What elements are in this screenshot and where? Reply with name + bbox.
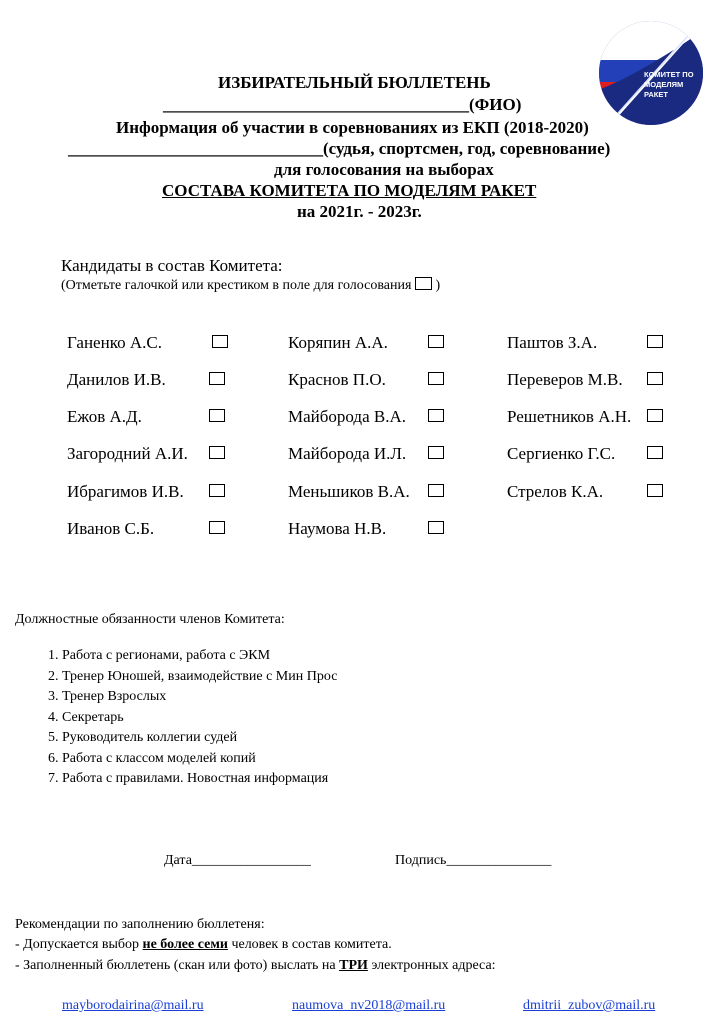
candidate-name: Майборода И.Л. [288, 444, 407, 463]
candidate-name: Меньшиков В.А. [288, 482, 410, 501]
candidate-name: Ежов А.Д. [67, 407, 142, 426]
candidate-name: Майборода В.А. [288, 407, 406, 426]
candidate-name: Иванов С.Б. [67, 519, 155, 538]
candidate-name: Коряпин А.А. [288, 333, 388, 352]
logo-text: КОМИТЕТ ПО МОДЕЛЯМ РАКЕТ [644, 70, 694, 99]
rec2-emphasis: ТРИ [339, 958, 368, 973]
candidate-name: Краснов П.О. [288, 370, 386, 389]
vote-checkbox[interactable] [428, 335, 444, 348]
candidate-name: Сергиенко Г.С. [507, 444, 616, 463]
vote-checkbox[interactable] [209, 372, 225, 385]
instruction-prefix: (Отметьте галочкой или крестиком в поле для голосования [61, 278, 412, 293]
candidate-name: Наумова Н.В. [288, 519, 387, 538]
vote-checkbox[interactable] [428, 372, 444, 385]
vote-checkbox[interactable] [647, 446, 663, 459]
candidate-name: Решетников А.Н. [507, 407, 632, 426]
rec1-emphasis: не более семи [142, 937, 228, 952]
committee-line: СОСТАВА КОМИТЕТА ПО МОДЕЛЯМ РАКЕТ [162, 181, 537, 200]
vote-checkbox[interactable] [647, 372, 663, 385]
fio-line: ____________________________________(ФИО) [163, 95, 522, 114]
vote-checkbox[interactable] [428, 521, 444, 534]
duty-item: 7. Работа с правилами. Новостная информация [62, 769, 662, 790]
instruction-suffix: ) [435, 278, 441, 293]
recommendation-line-2 [15, 958, 496, 974]
candidate-name: Переверов М.В. [507, 370, 623, 389]
rec1-prefix: - Допускается выбор [15, 937, 143, 952]
vote-checkbox[interactable] [647, 484, 663, 497]
purpose-line: для голосования на выборах [274, 160, 494, 179]
vote-checkbox[interactable] [209, 446, 225, 459]
rec1-suffix: человек в состав комитета. [227, 937, 392, 952]
vote-checkbox[interactable] [428, 484, 444, 497]
candidates-instruction [61, 277, 440, 294]
vote-checkbox[interactable] [209, 521, 225, 534]
committee-logo [598, 20, 704, 126]
rec2-prefix: - Заполненный бюллетень (скан или фото) выслать на [15, 958, 340, 973]
vote-checkbox[interactable] [209, 409, 225, 422]
duties-list [15, 646, 662, 790]
candidate-name: Ганенко А.С. [67, 333, 162, 352]
rec2-suffix: электронных адреса: [367, 958, 496, 973]
vote-checkbox[interactable] [209, 484, 225, 497]
date-line: _________________ [191, 853, 311, 868]
candidate-name: Загородний А.И. [67, 444, 188, 463]
email-link-2[interactable]: naumova_nv2018@mail.ru [292, 998, 446, 1013]
candidate-name: Ибрагимов И.В. [67, 482, 184, 501]
duty-item: 4. Секретарь [62, 708, 662, 729]
date-field[interactable] [164, 853, 311, 869]
vote-checkbox[interactable] [428, 446, 444, 459]
candidate-name: Паштов З.А. [507, 333, 598, 352]
date-label: Дата [164, 853, 192, 868]
duty-item: 3. Тренер Взрослых [62, 687, 662, 708]
role-line: ______________________________(судья, спортсмен, год, соревнование) [68, 139, 611, 158]
candidates-title: Кандидаты в состав Комитета: [61, 256, 283, 275]
candidate-name: Данилов И.В. [67, 370, 166, 389]
duty-item: 6. Работа с классом моделей копий [62, 749, 662, 770]
vote-checkbox[interactable] [647, 409, 663, 422]
recommendation-line-1 [15, 937, 392, 953]
ballot-title: ИЗБИРАТЕЛЬНЫЙ БЮЛЛЕТЕНЬ [218, 73, 491, 92]
signature-field[interactable] [395, 853, 551, 869]
vote-checkbox[interactable] [212, 335, 228, 348]
duty-item: 1. Работа с регионами, работа с ЭКМ [62, 646, 662, 667]
sample-checkbox-icon [415, 277, 432, 290]
email-link-1[interactable]: mayborodairina@mail.ru [62, 998, 204, 1013]
period-line: на 2021г. - 2023г. [297, 202, 422, 221]
info-line: Информация об участии в соревнованиях из ЕКП (2018-2020) [116, 118, 589, 137]
duties-title: Должностные обязанности членов Комитета: [15, 612, 285, 627]
recommendations-title: Рекомендации по заполнению бюллетеня: [15, 917, 265, 932]
vote-checkbox[interactable] [428, 409, 444, 422]
vote-checkbox[interactable] [647, 335, 663, 348]
signature-line: _______________ [446, 853, 552, 868]
email-link-3[interactable]: dmitrii_zubov@mail.ru [523, 998, 656, 1013]
candidate-name: Стрелов К.А. [507, 482, 604, 501]
duty-item: 2. Тренер Юношей, взаимодействие с Мин Прос [62, 667, 662, 688]
signature-label: Подпись [395, 853, 447, 868]
duty-item: 5. Руководитель коллегии судей [62, 728, 662, 749]
